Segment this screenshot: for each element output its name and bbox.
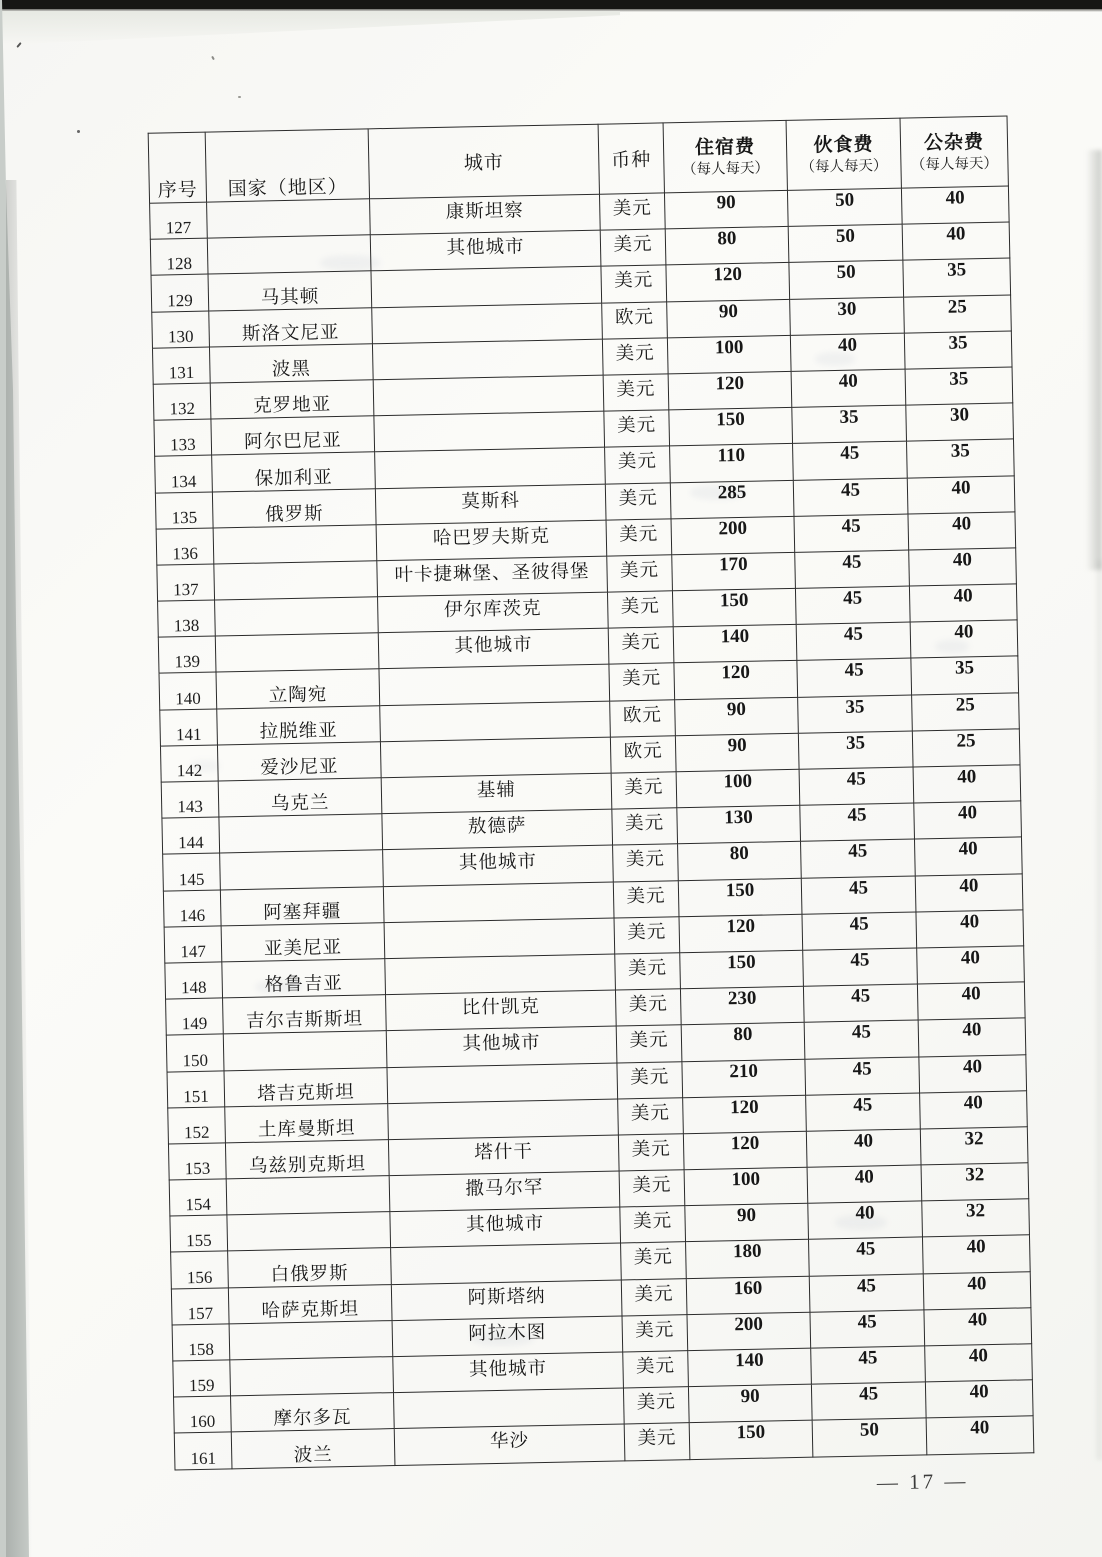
cell-city: 阿拉木图 [392, 1316, 623, 1357]
cell-currency: 美元 [605, 446, 671, 483]
allowance-table [148, 115, 1035, 1470]
cell-currency: 美元 [615, 989, 681, 1026]
cell-currency: 美元 [599, 193, 665, 230]
cell-meals: 45 [795, 586, 910, 624]
cell-city [379, 665, 610, 706]
cell-no: 155 [170, 1215, 228, 1252]
cell-lodging: 90 [685, 1203, 809, 1242]
cell-country: 乌兹别克斯坦 [225, 1140, 389, 1179]
cell-no: 148 [165, 962, 223, 999]
cell-meals: 45 [803, 948, 918, 986]
cell-city [371, 267, 602, 308]
cell-no: 133 [154, 419, 212, 456]
cell-lodging: 150 [672, 588, 796, 627]
cell-country [223, 1031, 387, 1070]
cell-meals: 45 [802, 912, 917, 950]
cell-currency: 美元 [614, 916, 680, 953]
cell-country: 立陶宛 [216, 669, 380, 708]
cell-lodging: 130 [677, 805, 801, 844]
cell-currency: 美元 [609, 663, 675, 700]
cell-city [375, 447, 606, 488]
cell-lodging: 90 [667, 299, 791, 338]
cell-currency: 美元 [617, 1061, 683, 1098]
cell-city [373, 375, 604, 416]
cell-no: 129 [151, 274, 209, 311]
cell-no: 143 [161, 781, 219, 818]
cell-no: 138 [158, 600, 216, 637]
cell-no: 159 [173, 1360, 231, 1397]
cell-currency: 美元 [607, 555, 673, 592]
cell-city: 康斯坦察 [370, 194, 601, 235]
cell-lodging: 100 [676, 769, 800, 808]
cell-lodging: 150 [678, 878, 802, 917]
cell-misc: 40 [920, 1090, 1028, 1128]
cell-currency: 美元 [618, 1097, 684, 1134]
cell-currency: 美元 [604, 410, 670, 447]
cell-country [220, 850, 384, 889]
cell-misc: 40 [909, 584, 1017, 622]
header-currency: 币种 [598, 123, 664, 194]
header-lodging-sub: （每人每天） [681, 159, 770, 178]
cell-no: 132 [153, 383, 211, 420]
cell-currency: 美元 [623, 1387, 689, 1424]
page-number: — 17 — [876, 1468, 969, 1495]
cell-meals: 45 [806, 1093, 921, 1131]
cell-country [207, 199, 371, 238]
cell-currency: 美元 [601, 265, 667, 302]
cell-no: 154 [169, 1179, 227, 1216]
cell-country [215, 633, 379, 672]
cell-currency: 欧元 [602, 301, 668, 338]
cell-no: 131 [152, 347, 210, 384]
cell-misc: 40 [907, 475, 1015, 513]
cell-currency: 美元 [622, 1314, 688, 1351]
cell-city: 敖德萨 [382, 809, 613, 850]
cell-country [227, 1212, 391, 1251]
cell-no: 127 [150, 202, 208, 239]
cell-lodging: 80 [681, 1023, 805, 1062]
cell-no: 153 [168, 1143, 226, 1180]
cell-city [372, 339, 603, 380]
cell-currency: 美元 [613, 880, 679, 917]
paper-top-edge [0, 11, 620, 45]
cell-currency: 美元 [624, 1423, 690, 1461]
scan-speck [211, 56, 215, 60]
cell-misc: 40 [913, 765, 1021, 803]
cell-country: 哈萨克斯坦 [228, 1284, 392, 1323]
cell-lodging: 210 [682, 1059, 806, 1098]
cell-lodging: 285 [670, 480, 794, 519]
cell-meals: 45 [811, 1346, 926, 1384]
cell-misc: 35 [907, 439, 1015, 477]
cell-country: 乌克兰 [218, 778, 382, 817]
cell-no: 128 [150, 238, 208, 275]
cell-meals: 40 [808, 1201, 923, 1239]
cell-no: 149 [166, 998, 224, 1035]
cell-misc: 35 [903, 258, 1011, 296]
cell-country: 波黑 [209, 344, 373, 383]
cell-meals: 50 [788, 224, 903, 262]
cell-lodging: 110 [670, 444, 794, 483]
cell-city: 莫斯科 [375, 484, 606, 525]
scanner-edge-top [0, 0, 1102, 9]
cell-lodging: 100 [684, 1167, 808, 1206]
header-meals-sub: （每人每天） [800, 157, 888, 176]
cell-meals: 45 [797, 658, 912, 696]
cell-misc: 40 [914, 837, 1022, 875]
cell-country [229, 1320, 393, 1359]
cell-meals: 45 [804, 1020, 919, 1058]
cell-lodging: 80 [665, 227, 789, 266]
cell-country: 克罗地亚 [210, 380, 374, 419]
cell-lodging: 90 [675, 697, 799, 736]
cell-city [380, 701, 611, 742]
cell-meals: 45 [811, 1382, 926, 1420]
header-misc-label: 公杂费 [923, 131, 985, 155]
cell-meals: 35 [798, 695, 913, 733]
cell-misc: 40 [925, 1380, 1033, 1418]
cell-meals: 40 [791, 369, 906, 407]
cell-lodging: 150 [669, 408, 793, 447]
cell-currency: 美元 [613, 844, 679, 881]
cell-currency: 美元 [618, 1134, 684, 1171]
cell-city: 华沙 [394, 1424, 625, 1465]
cell-no: 160 [174, 1396, 232, 1433]
cell-lodging: 90 [664, 190, 788, 229]
cell-country: 阿塞拜疆 [220, 886, 384, 925]
page-content [148, 116, 1034, 1495]
cell-city [384, 918, 615, 959]
cell-misc: 40 [918, 1018, 1026, 1056]
cell-currency: 美元 [619, 1170, 685, 1207]
cell-meals: 50 [812, 1418, 927, 1457]
cell-misc: 32 [920, 1127, 1028, 1165]
cell-currency: 美元 [608, 627, 674, 664]
cell-meals: 45 [805, 1056, 920, 1094]
cell-country: 斯洛文尼亚 [209, 307, 373, 346]
cell-lodging: 120 [683, 1095, 807, 1134]
cell-lodging: 170 [672, 552, 796, 591]
cell-lodging: 200 [671, 516, 795, 555]
header-meals-label: 伙食费 [813, 134, 874, 157]
cell-meals: 45 [810, 1310, 925, 1348]
cell-misc: 30 [906, 403, 1014, 441]
cell-country: 格鲁吉亚 [222, 959, 386, 998]
cell-misc: 32 [921, 1163, 1029, 1201]
cell-meals: 40 [790, 333, 905, 371]
cell-city: 其他城市 [370, 230, 601, 271]
cell-no: 146 [163, 890, 221, 927]
cell-currency: 美元 [621, 1242, 687, 1279]
header-misc [900, 116, 1008, 188]
cell-no: 135 [155, 492, 213, 529]
cell-city [383, 882, 614, 923]
cell-city: 比什凯克 [386, 990, 617, 1031]
cell-no: 141 [160, 709, 218, 746]
cell-misc: 25 [912, 693, 1020, 731]
cell-lodging: 120 [674, 661, 798, 700]
cell-lodging: 80 [678, 842, 802, 881]
cell-lodging: 120 [666, 263, 790, 302]
cell-no: 134 [155, 455, 213, 492]
cell-lodging: 90 [675, 733, 799, 772]
scan-speck [238, 96, 241, 98]
table-body [150, 186, 1034, 1470]
cell-currency: 美元 [607, 591, 673, 628]
cell-currency: 美元 [606, 519, 672, 556]
cell-lodging: 120 [668, 371, 792, 410]
cell-currency: 美元 [623, 1351, 689, 1388]
cell-misc: 25 [912, 729, 1020, 767]
cell-city: 阿斯塔纳 [391, 1280, 622, 1321]
cell-country [230, 1357, 394, 1396]
cell-lodging: 140 [673, 625, 797, 664]
scan-right-shade-lower [1094, 560, 1102, 1460]
cell-city: 叶卡捷琳堡、圣彼得堡 [377, 556, 608, 597]
cell-meals: 45 [801, 876, 916, 914]
cell-city: 其他城市 [378, 628, 609, 669]
paper-left-edge-shadow [6, 180, 32, 1557]
cell-country [207, 235, 371, 274]
cell-misc: 40 [926, 1416, 1034, 1455]
cell-city [393, 1388, 624, 1429]
cell-currency: 欧元 [610, 736, 676, 773]
cell-meals: 45 [796, 622, 911, 660]
cell-no: 158 [172, 1324, 230, 1361]
cell-city: 伊尔库茨克 [378, 592, 609, 633]
cell-meals: 45 [793, 478, 908, 516]
cell-city [374, 411, 605, 452]
cell-misc: 40 [915, 873, 1023, 911]
header-misc-sub: （每人每天） [910, 155, 999, 174]
cell-city: 基辅 [381, 773, 612, 814]
cell-meals: 50 [787, 188, 902, 226]
cell-country: 吉尔吉斯斯坦 [223, 995, 387, 1034]
cell-city: 其他城市 [393, 1352, 624, 1393]
cell-country: 马其顿 [208, 271, 372, 310]
cell-country: 塔吉克斯坦 [224, 1067, 388, 1106]
cell-misc: 40 [901, 186, 1009, 224]
cell-currency: 美元 [620, 1206, 686, 1243]
cell-country: 保加利亚 [212, 452, 376, 491]
cell-lodging: 120 [679, 914, 803, 953]
cell-country: 俄罗斯 [212, 488, 376, 527]
cell-meals: 45 [809, 1237, 924, 1275]
header-serial: 序号 [148, 132, 206, 203]
cell-meals: 30 [790, 297, 905, 335]
scan-right-shade [1086, 150, 1102, 570]
cell-meals: 45 [795, 550, 910, 588]
cell-no: 152 [168, 1107, 226, 1144]
cell-country: 拉脱维亚 [217, 705, 381, 744]
cell-city [372, 303, 603, 344]
cell-city [391, 1243, 622, 1284]
cell-misc: 32 [922, 1199, 1030, 1237]
cell-country: 阿尔巴尼亚 [211, 416, 375, 455]
cell-city: 哈巴罗夫斯克 [376, 520, 607, 561]
cell-misc: 35 [904, 331, 1012, 369]
cell-meals: 40 [807, 1165, 922, 1203]
cell-country [213, 524, 377, 563]
cell-no: 142 [160, 745, 218, 782]
cell-misc: 40 [922, 1235, 1030, 1273]
cell-currency: 美元 [612, 808, 678, 845]
cell-no: 161 [174, 1432, 232, 1470]
cell-city: 塔什干 [388, 1135, 619, 1176]
cell-currency: 美元 [611, 772, 677, 809]
cell-no: 150 [166, 1034, 224, 1071]
cell-city: 其他城市 [383, 845, 614, 886]
cell-currency: 美元 [602, 338, 668, 375]
header-lodging-label: 住宿费 [694, 136, 756, 159]
cell-misc: 40 [910, 620, 1018, 658]
cell-no: 140 [159, 672, 217, 709]
cell-country: 亚美尼亚 [221, 922, 385, 961]
cell-country: 爱沙尼亚 [217, 742, 381, 781]
cell-lodging: 140 [688, 1348, 812, 1387]
cell-currency: 欧元 [610, 699, 676, 736]
cell-lodging: 150 [689, 1421, 813, 1460]
cell-no: 157 [171, 1287, 229, 1324]
cell-country [214, 561, 378, 600]
header-city: 城市 [368, 124, 599, 199]
cell-meals: 45 [809, 1274, 924, 1312]
cell-country: 波兰 [231, 1429, 395, 1469]
cell-meals: 35 [798, 731, 913, 769]
cell-misc: 35 [911, 656, 1019, 694]
cell-lodging: 200 [687, 1312, 811, 1351]
cell-city [388, 1099, 619, 1140]
cell-meals: 45 [799, 767, 914, 805]
header-country: 国家（地区） [205, 129, 369, 202]
cell-no: 144 [162, 817, 220, 854]
cell-no: 136 [156, 528, 214, 565]
cell-misc: 40 [916, 910, 1024, 948]
cell-misc: 40 [902, 222, 1010, 260]
cell-lodging: 160 [686, 1276, 810, 1315]
cell-lodging: 150 [680, 950, 804, 989]
cell-meals: 45 [801, 839, 916, 877]
cell-lodging: 180 [686, 1240, 810, 1279]
cell-meals: 50 [789, 260, 904, 298]
cell-city [385, 954, 616, 995]
cell-misc: 40 [914, 801, 1022, 839]
cell-country: 白俄罗斯 [228, 1248, 392, 1287]
cell-meals: 45 [803, 984, 918, 1022]
scan-speck [77, 130, 80, 133]
cell-meals: 45 [800, 803, 915, 841]
header-meals [786, 118, 901, 190]
cell-no: 151 [167, 1070, 225, 1107]
cell-lodging: 230 [680, 986, 804, 1025]
cell-meals: 35 [792, 405, 907, 443]
cell-misc: 40 [908, 512, 1016, 550]
cell-misc: 40 [917, 982, 1025, 1020]
cell-misc: 40 [924, 1308, 1032, 1346]
cell-currency: 美元 [603, 374, 669, 411]
cell-meals: 40 [806, 1129, 921, 1167]
cell-lodging: 100 [667, 335, 791, 374]
cell-no: 147 [164, 926, 222, 963]
cell-city: 其他城市 [386, 1026, 617, 1067]
cell-meals: 45 [793, 441, 908, 479]
cell-lodging: 90 [688, 1384, 812, 1423]
cell-no: 156 [171, 1251, 229, 1288]
cell-misc: 40 [919, 1054, 1027, 1092]
header-lodging [663, 120, 787, 192]
cell-no: 130 [152, 311, 210, 348]
cell-no: 145 [163, 853, 221, 890]
cell-currency: 美元 [605, 482, 671, 519]
cell-country [215, 597, 379, 636]
cell-city: 其他城市 [390, 1207, 621, 1248]
cell-misc: 40 [923, 1271, 1031, 1309]
cell-currency: 美元 [616, 1025, 682, 1062]
cell-no: 139 [158, 636, 216, 673]
cell-currency: 美元 [621, 1278, 687, 1315]
cell-country: 土库曼斯坦 [225, 1103, 389, 1142]
cell-currency: 美元 [600, 229, 666, 266]
cell-country [219, 814, 383, 853]
cell-city [387, 1063, 618, 1104]
cell-meals: 45 [794, 514, 909, 552]
cell-misc: 40 [909, 548, 1017, 586]
cell-country: 摩尔多瓦 [231, 1393, 395, 1432]
cell-city [380, 737, 611, 778]
cell-country [226, 1176, 390, 1215]
cell-city: 撒马尔罕 [389, 1171, 620, 1212]
cell-misc: 25 [904, 295, 1012, 333]
cell-lodging: 120 [683, 1131, 807, 1170]
cell-misc: 40 [925, 1344, 1033, 1382]
cell-misc: 35 [905, 367, 1013, 405]
cell-misc: 40 [917, 946, 1025, 984]
cell-no: 137 [157, 564, 215, 601]
cell-currency: 美元 [615, 953, 681, 990]
